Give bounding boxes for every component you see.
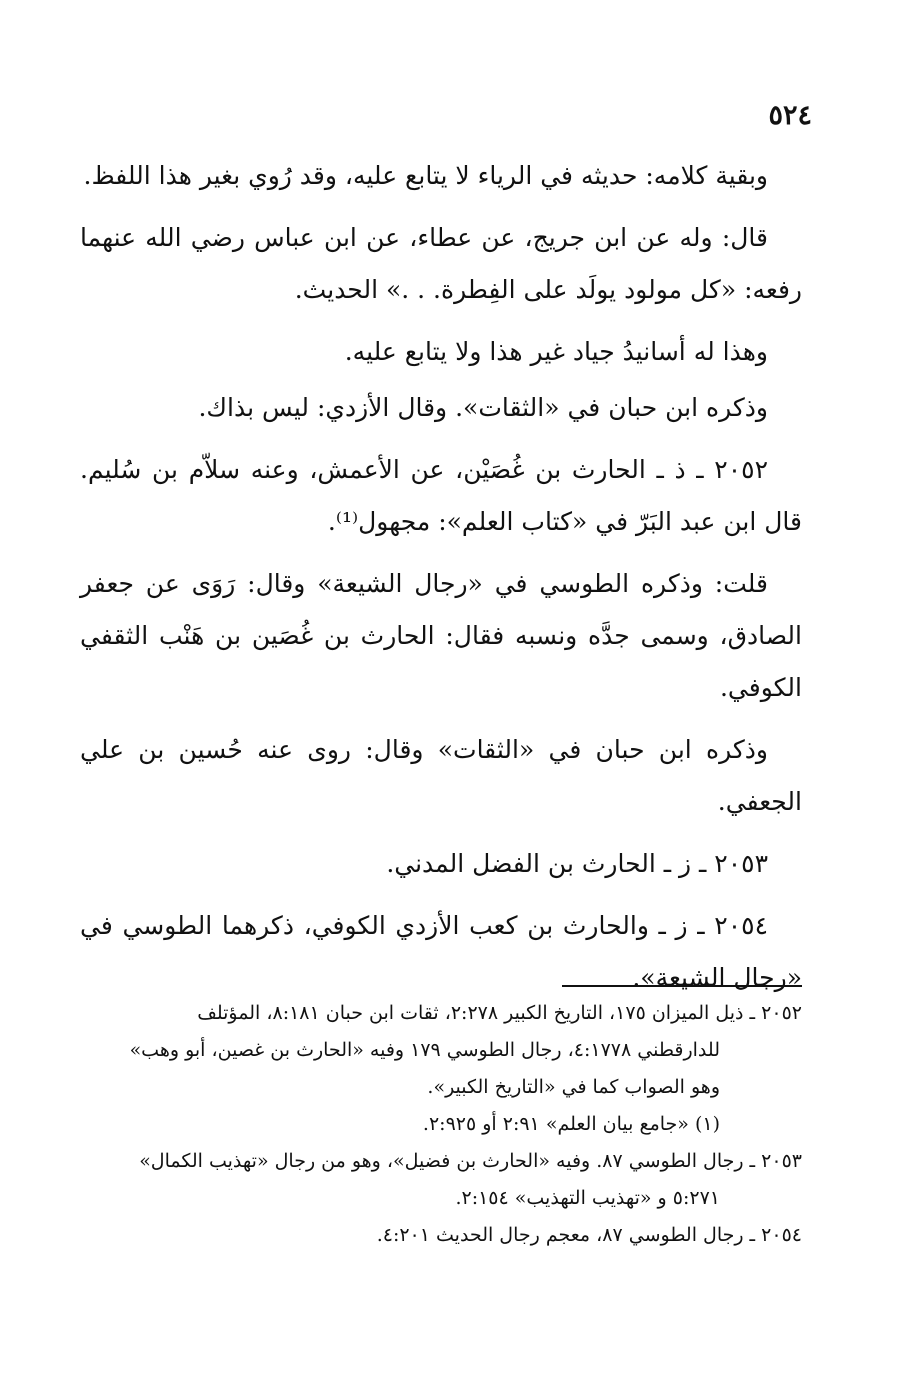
footnote-line: ٥:٢٧١ و «تهذيب التهذيب» ٢:١٥٤. (455, 1187, 720, 1209)
entry-2052: ٢٠٥٢ ـ ذ ـ الحارث بن غُصَيْن، عن الأعمش، وعنه سلاّم بن سُليم. قال ابن عبد البَرّ في «كتاب العلم»: مجهول⁽¹⁾. (80, 455, 802, 536)
entry-2054: ٢٠٥٤ ـ ز ـ والحارث بن كعب الأزدي الكوفي، ذكرهما الطوسي في «رجال الشيعة». (80, 911, 802, 992)
footnote-line: ٢٠٥٤ ـ رجال الطوسي ٨٧، معجم رجال الحديث ٤:٢٠١. (376, 1224, 802, 1246)
footnote-divider (562, 985, 802, 987)
paragraph: قال: وله عن ابن جريج، عن عطاء، عن ابن عباس رضي الله عنهما رفعه: «كل مولود يولَد على الفِطرة. . .» الحديث. (80, 223, 802, 304)
paragraph: وهذا له أسانيدُ جياد غير هذا ولا يتابع عليه. (344, 337, 768, 366)
paragraph: قلت: وذكره الطوسي في «رجال الشيعة» وقال: رَوَى عن جعفر الصادق، وسمى جدَّه ونسبه فقال: الحارث بن غُصَين بن هَنْب الثقفي الكوفي. (80, 569, 802, 702)
paragraph: وبقية كلامه: حديثه في الرياء لا يتابع عليه، وقد رُوي بغير هذا اللفظ. (83, 161, 768, 190)
footnote-line: ٢٠٥٢ ـ ذيل الميزان ١٧٥، التاريخ الكبير ٢:٢٧٨، ثقات ابن حبان ٨:١٨١، المؤتلف (197, 1002, 802, 1024)
footnote-line: للدارقطني ٤:١٧٧٨، رجال الطوسي ١٧٩ وفيه «الحارث بن غصين، أبو وهب» (129, 1039, 720, 1061)
footnote-line: ٢٠٥٣ ـ رجال الطوسي ٨٧. وفيه «الحارث بن فضيل»، وهو من رجال «تهذيب الكمال» (139, 1150, 802, 1172)
main-text (80, 150, 802, 1014)
footnote-line: (١) «جامع بيان العلم» ٢:٩١ أو ٢:٩٢٥. (422, 1113, 720, 1135)
paragraph: وذكره ابن حبان في «الثقات». وقال الأزدي: ليس بذاك. (198, 393, 768, 422)
footnotes (80, 995, 802, 1254)
page-number: ٥٢٤ (768, 100, 812, 131)
paragraph: وذكره ابن حبان في «الثقات» وقال: روى عنه حُسين بن علي الجعفي. (80, 735, 802, 816)
footnote-line: وهو الصواب كما في «التاريخ الكبير». (427, 1076, 720, 1098)
entry-2053: ٢٠٥٣ ـ ز ـ الحارث بن الفضل المدني. (386, 849, 768, 878)
